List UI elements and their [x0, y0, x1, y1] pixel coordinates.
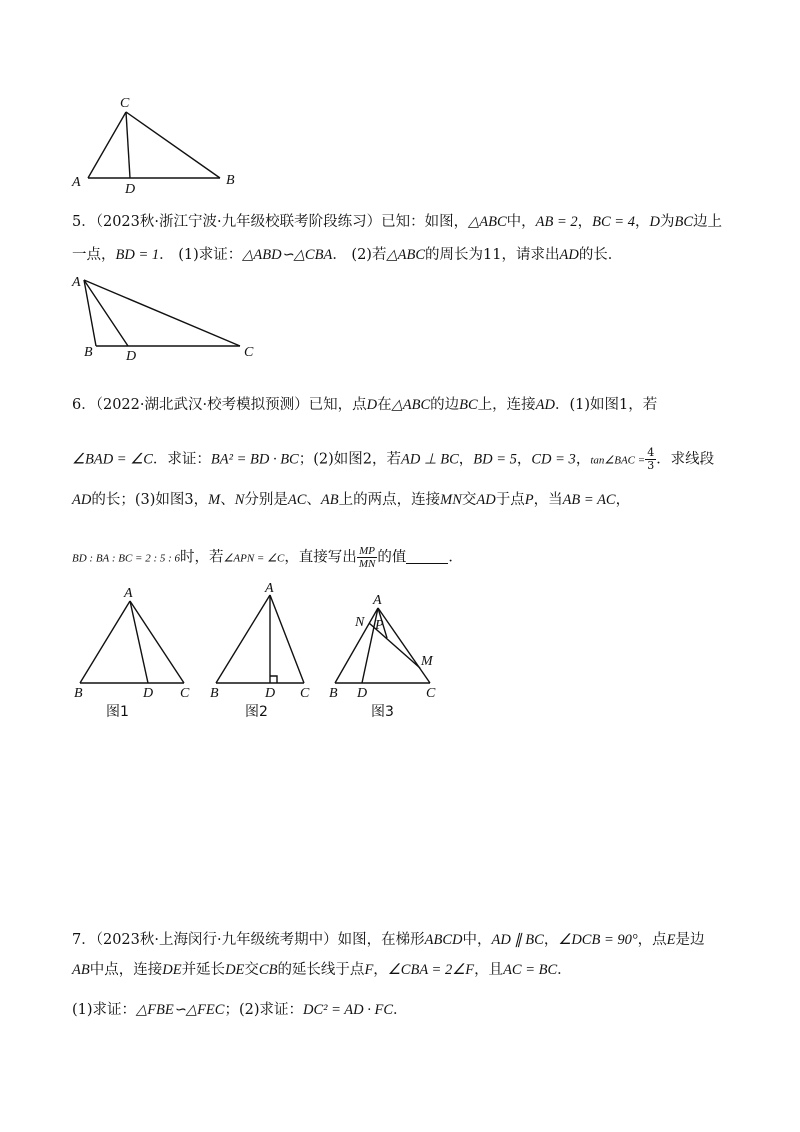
figure-q6-fig1: [64, 583, 204, 723]
label-d: D: [265, 686, 276, 701]
label-b: B: [329, 686, 338, 701]
label-c: C: [120, 96, 130, 111]
q7-source: （2023秋·上海闵行·九年级统考期中）: [95, 932, 338, 948]
figure-q6-fig2: [200, 578, 330, 723]
segment-cb: [126, 112, 220, 178]
q6-line-4: BD : BA : BC = 2 : 5 : 6时，若∠APN = ∠C，直接写出 $\frac{MP}{MN}$ 的值 ．: [72, 545, 463, 570]
label-p: P: [375, 618, 384, 633]
segment-ac: [378, 608, 430, 683]
segment-ad: [130, 601, 148, 683]
label-b: B: [210, 686, 219, 701]
caption-fig2: 图2: [245, 704, 268, 720]
caption-fig3: 图3: [371, 704, 394, 720]
answer-blank[interactable]: [406, 549, 448, 564]
segment-ab: [80, 601, 130, 683]
figure-prev-triangle: [60, 90, 260, 200]
q5-line-2: 一点，BD = 1． (1)求证：△ABD∽△CBA． (2)若△ABC的周长为11，请求出AD的长．: [72, 247, 623, 263]
label-c: C: [300, 686, 310, 701]
label-m: M: [421, 654, 433, 669]
label-d: D: [126, 349, 137, 364]
label-b: B: [74, 686, 83, 701]
q7-line-1: 7．（2023秋·上海闵行·九年级统考期中）如图，在梯形ABCD中，AD ∥ BC，∠DCB = 90°，点E是边: [72, 932, 705, 948]
segment-ac: [130, 601, 184, 683]
label-b: B: [226, 173, 235, 188]
q7-line-2: AB中点，连接DE并延长DE交CB的延长线于点F，∠CBA = 2∠F，且AC = BC．: [72, 962, 572, 978]
q6-line-1: 6．（2022·湖北武汉·校考模拟预测）已知，点D在△ABC的边BC上，连接AD．(1)如图1，若: [72, 397, 658, 413]
q5-line-1: 5．（2023秋·浙江宁波·九年级校联考阶段练习）已知：如图，△ABC中，AB = 2，BC = 4，D为BC边上: [72, 214, 722, 230]
q5-source: （2023秋·浙江宁波·九年级校联考阶段练习）: [95, 214, 382, 230]
label-c: C: [426, 686, 436, 701]
figure-q5-triangle: [64, 270, 274, 365]
mp-mn-fraction: $\frac{MP}{MN}$: [358, 545, 376, 570]
label-c: C: [180, 686, 190, 701]
q5-similar: △ABD∽△CBA: [242, 247, 333, 263]
q6-line-3: AD的长；(3)如图3，M、N分别是AC、AB上的两点，连接MN交AD于点P，当AB = AC，: [72, 492, 631, 508]
q6-source: （2022·湖北武汉·校考模拟预测）: [95, 397, 309, 413]
q6-number: 6．: [72, 397, 96, 413]
label-d: D: [143, 686, 154, 701]
label-a: A: [72, 175, 81, 190]
q7-similar: △FBE∽△FEC: [136, 1002, 225, 1018]
q5-triangle: △ABC: [468, 214, 507, 230]
segment-ac: [88, 112, 126, 178]
label-d: D: [125, 182, 136, 197]
label-d: D: [357, 686, 368, 701]
label-b: B: [84, 345, 93, 360]
label-c: C: [244, 345, 254, 360]
label-a: A: [72, 275, 81, 290]
tan-fraction: $\frac{4}{3}$: [647, 446, 655, 472]
label-a: A: [373, 593, 382, 608]
figure-q6-fig3: [325, 590, 450, 723]
q7-line-3: (1)求证：△FBE∽△FEC；(2)求证：DC² = AD · FC．: [72, 1002, 408, 1018]
segment-ab: [216, 595, 270, 683]
right-angle-mark: [270, 676, 277, 683]
label-a: A: [124, 586, 133, 601]
caption-fig1: 图1: [106, 704, 129, 720]
q5-number: 5．: [72, 214, 96, 230]
q7-number: 7．: [72, 932, 96, 948]
label-n: N: [355, 615, 365, 630]
q6-line-2: ∠BAD = ∠C．求证：BA² = BD · BC；(2)如图2，若AD ⊥ BC，BD = 5，CD = 3，tan∠BAC = $\frac{4}{3}$ ．求线段: [72, 446, 715, 472]
label-a: A: [265, 581, 274, 596]
segment-cd: [126, 112, 130, 178]
q7-equation: DC² = AD · FC: [303, 1002, 394, 1018]
segment-ac: [270, 595, 304, 683]
segment-ac: [84, 280, 240, 346]
